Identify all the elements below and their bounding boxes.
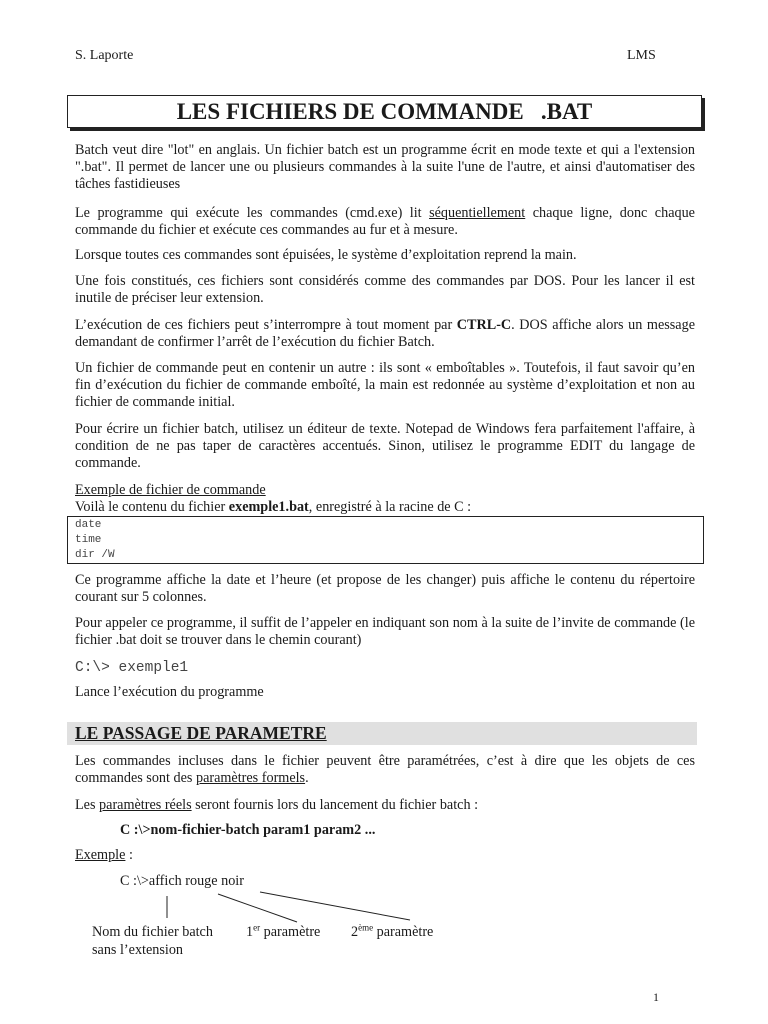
paragraph-ctrl-c: L’exécution de ces fichiers peut s’interrompre à tout moment par CTRL-C. DOS affiche alors un message demandant de confirmer l’arrêt de l’exécution du fichier Batch. <box>75 317 695 351</box>
paragraph-launch: Lance l’exécution du programme <box>75 684 264 700</box>
example-label: Exemple : <box>75 847 133 863</box>
example-intro: Voilà le contenu du fichier exemple1.bat, enregistré à la racine de C : <box>75 499 472 515</box>
connector-param1 <box>218 894 297 922</box>
code-line: date <box>75 519 102 531</box>
code-line: time <box>75 534 102 546</box>
example-command: C :\>affich rouge noir <box>120 873 244 889</box>
paragraph-cmd-exe: Le programme qui exécute les commandes (cmd.exe) lit séquentiellement chaque ligne, donc chaque commande du fichier et exécute ces commandes au fur et à mesure. <box>75 205 695 239</box>
syntax-line: C :\>nom-fichier-batch param1 param2 ... <box>120 822 376 838</box>
paragraph-dos-commands: Une fois constitués, ces fichiers sont considérés comme des commandes par DOS. Pour les lancer il est inutile de préciser leur extension. <box>75 273 695 307</box>
page-number: 1 <box>653 990 659 1004</box>
label-batch-name: Nom du fichier batch sans l’extension <box>92 924 213 958</box>
paragraph-nested: Un fichier de commande peut en contenir un autre : ils sont « emboîtables ». Toutefois, il faut savoir qu’en fin d’exécution du fichier de commande emboîté, la main est redonnée au système d’exploitation et non au fichier de commande initial. <box>75 360 695 411</box>
header-author: S. Laporte <box>75 48 134 63</box>
paragraph-real-params: Les paramètres réels seront fournis lors du lancement du fichier batch : <box>75 797 479 813</box>
paragraph-formal-params: Les commandes incluses dans le fichier peuvent être paramétrées, c’est à dire que les objets de ces commandes sont des paramètres formels. <box>75 753 695 787</box>
paragraph-intro: Batch veut dire "lot" en anglais. Un fichier batch est un programme écrit en mode texte et qui a l'extension ".bat". Il permet de lancer une ou plusieurs commandes à la suite l'une de l'autre, et ainsi d'automatiser des tâches fastidieuses <box>75 142 695 193</box>
header-school: LMS <box>627 48 656 63</box>
example-heading: Exemple de fichier de commande <box>75 482 266 498</box>
label-param1: 1er paramètre <box>246 922 321 940</box>
paragraph-exhausted: Lorsque toutes ces commandes sont épuisées, le système d’exploitation reprend la main. <box>75 247 577 263</box>
underlined-term: séquentiellement <box>429 205 526 221</box>
section-heading: LE PASSAGE DE PARAMETRE <box>67 722 697 745</box>
paragraph-editor: Pour écrire un fichier batch, utilisez un éditeur de texte. Notepad de Windows fera parfaitement l'affaire, à condition de ne pas taper de caractères accentués. Sinon, utilisez le programme EDIT du langage de commande. <box>75 421 695 472</box>
page-title: LES FICHIERS DE COMMANDE .BAT <box>67 95 702 128</box>
code-line: dir /W <box>75 549 115 561</box>
connector-param2 <box>260 892 410 920</box>
paragraph-program-output: Ce programme affiche la date et l’heure (et propose de les changer) puis affiche le contenu du répertoire courant sur 5 colonnes. <box>75 572 695 606</box>
paragraph-how-to-call: Pour appeler ce programme, il suffit de l’appeler en indiquant son nom à la suite de l’invite de commande (le fichier .bat doit se trouver dans le chemin courant) <box>75 615 695 649</box>
command-prompt-example: C:\> exemple1 <box>75 660 189 676</box>
label-param2: 2ème paramètre <box>351 922 434 940</box>
